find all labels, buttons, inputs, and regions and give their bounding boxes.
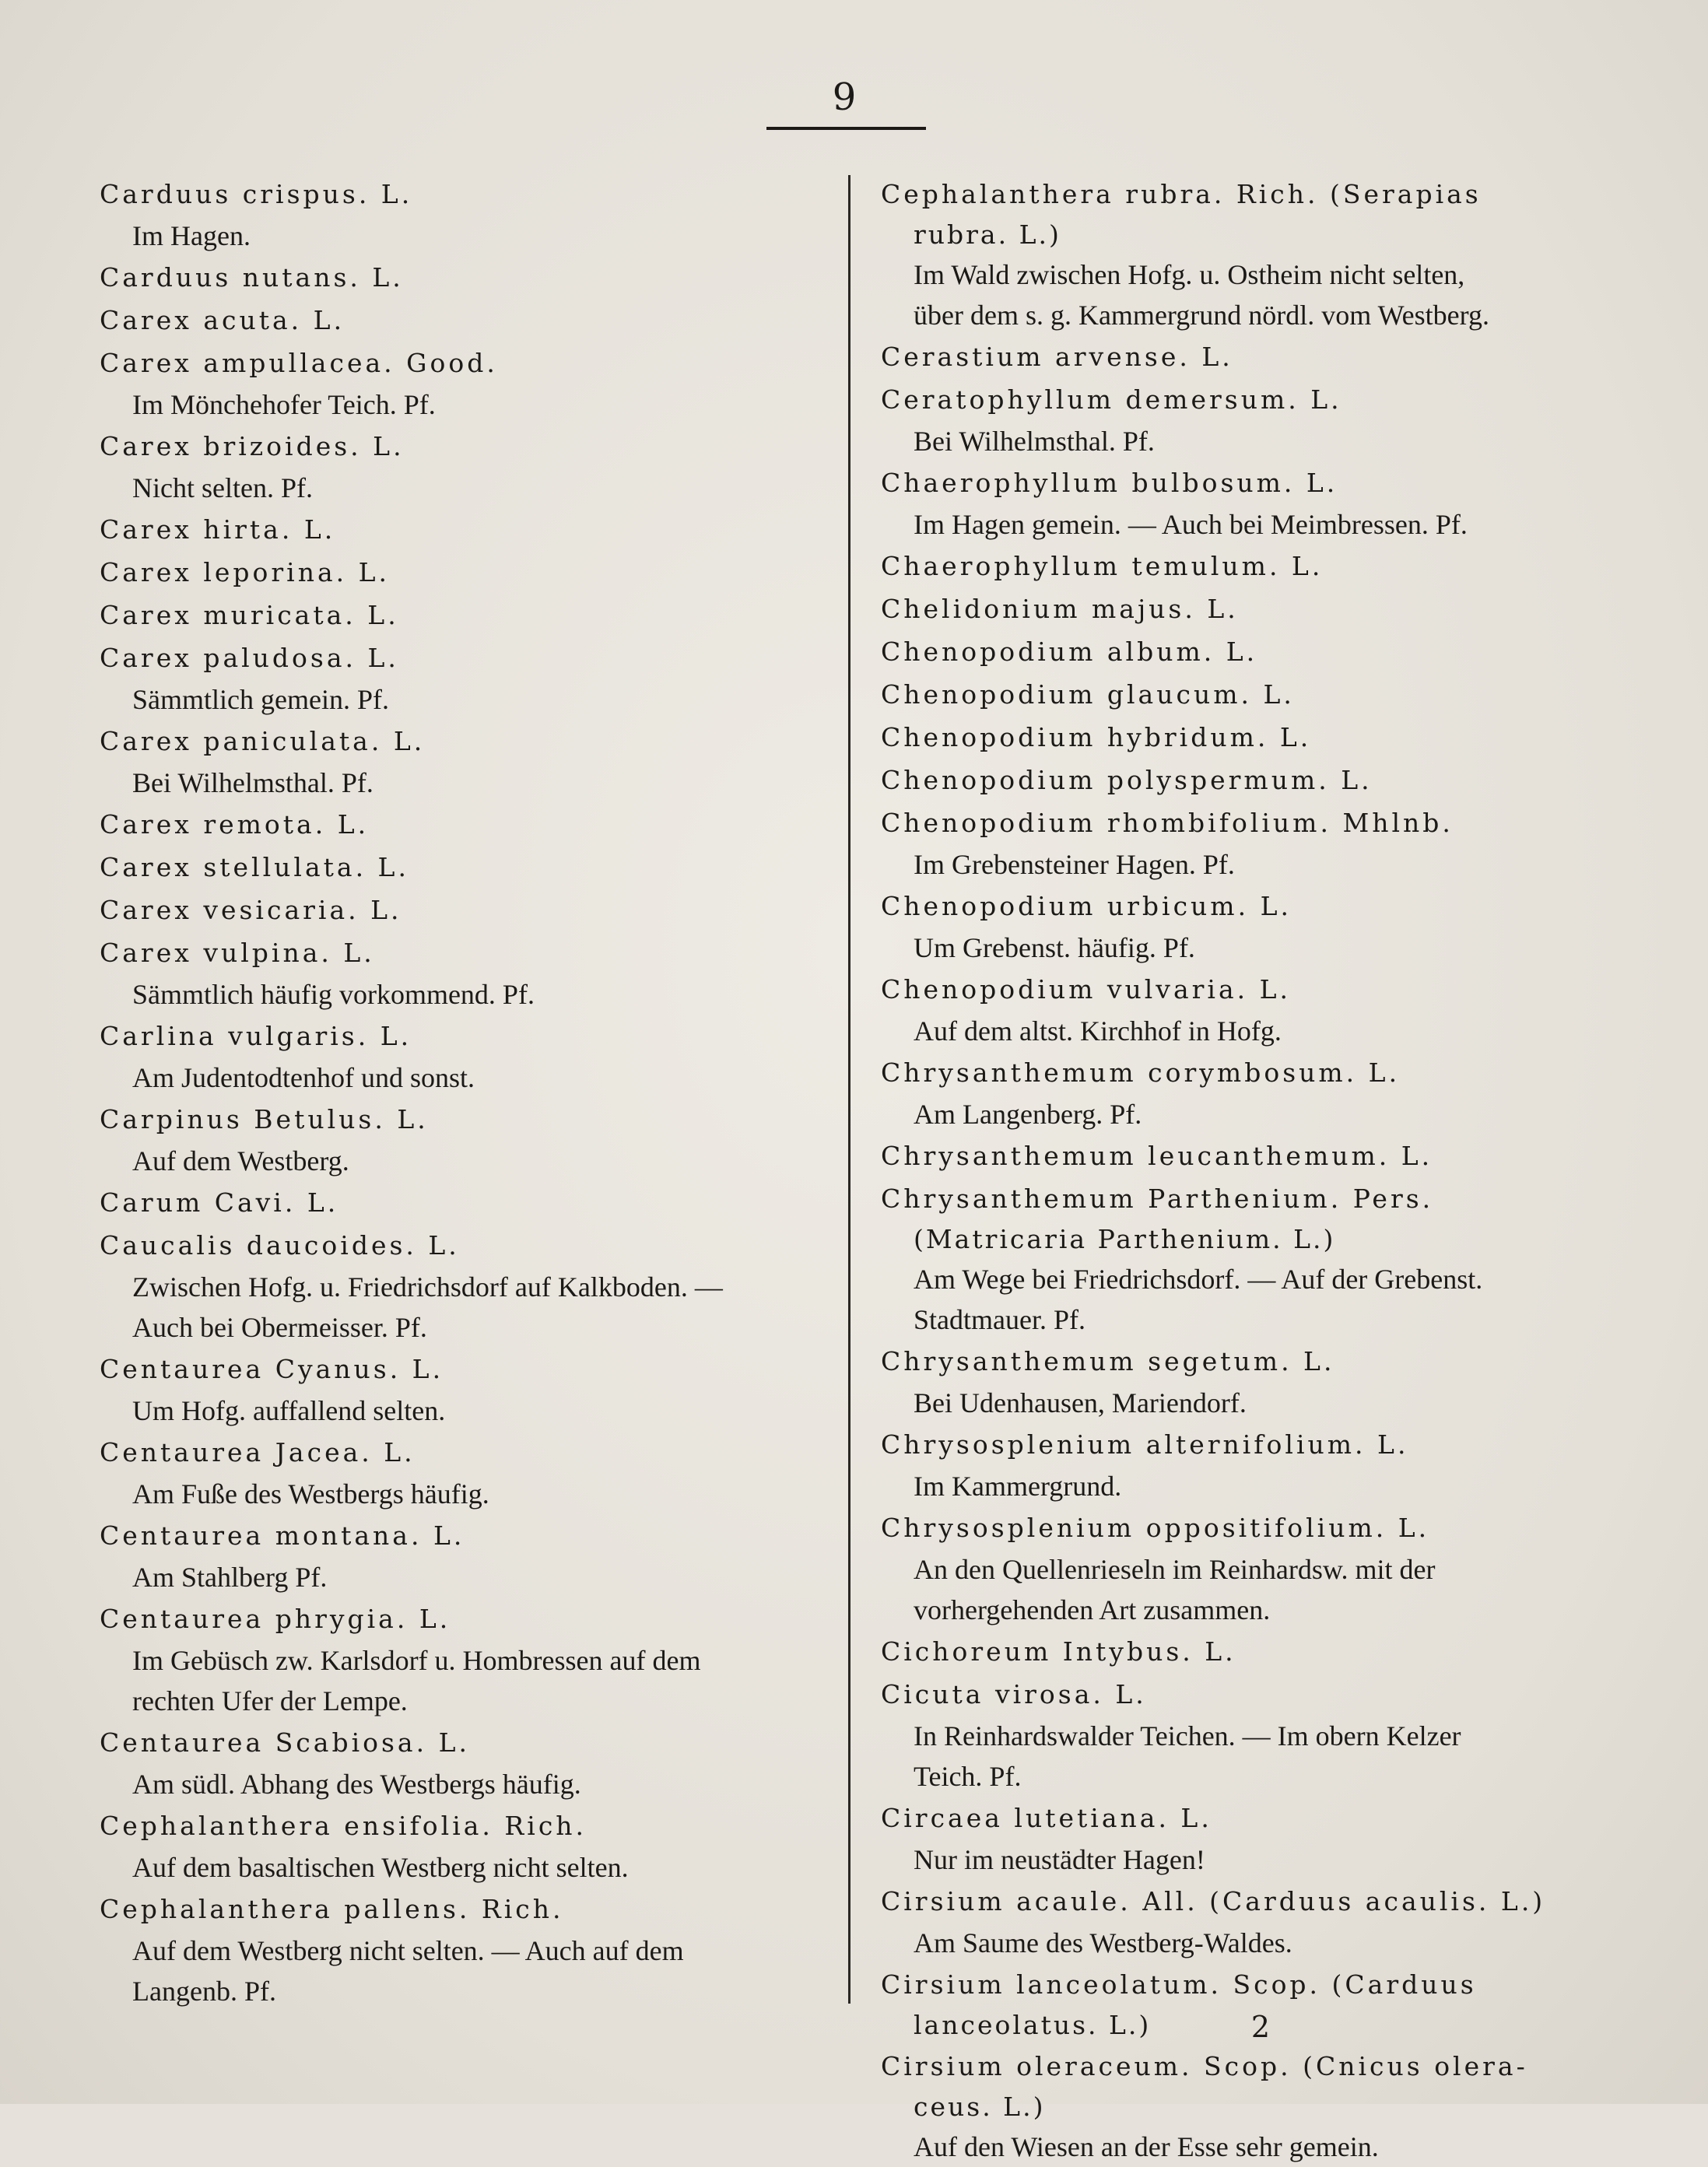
species-name: Chrysanthemum leucanthemum. L.: [881, 1141, 1433, 1171]
habitat-note: über dem s. g. Kammergrund nördl. vom Westberg.: [914, 300, 1489, 331]
habitat-note: Am Fuße des Westbergs häufig.: [132, 1478, 489, 1510]
habitat-note: An den Quellenrieseln im Reinhardsw. mit der: [914, 1554, 1436, 1585]
species-entry: [881, 587, 1591, 630]
species-name: Chrysanthemum Parthenium. Pers.: [881, 1183, 1434, 1214]
habitat-note: Um Hofg. auffallend selten.: [132, 1395, 446, 1426]
species-name: Cirsium acaule. All. (Carduus acaulis. L.): [881, 1886, 1546, 1916]
habitat-note: Auf dem Westberg nicht selten. — Auch auf dem: [132, 1935, 684, 1966]
species-name: Chrysanthemum segetum. L.: [881, 1346, 1335, 1376]
species-entry: [100, 1431, 815, 1514]
habitat-note: Auf dem altst. Kirchhof in Hofg.: [914, 1015, 1282, 1047]
species-name: Carex ampullacea. Good.: [100, 348, 498, 378]
species-entry: [881, 885, 1591, 968]
species-entry: [100, 636, 815, 720]
species-name: Carum Cavi. L.: [100, 1187, 339, 1218]
habitat-note: Nicht selten. Pf.: [132, 472, 313, 503]
species-name: Chenopodium glaucum. L.: [881, 679, 1295, 710]
species-name: Carduus nutans. L.: [100, 262, 404, 293]
species-name: Cirsium lanceolatum. Scop. (Carduus: [881, 1969, 1477, 2000]
habitat-note: Im Hagen gemein. — Auch bei Meimbressen. Pf.: [914, 509, 1468, 540]
species-name: Centaurea Jacea. L.: [100, 1437, 416, 1467]
habitat-note: Im Kammergrund.: [914, 1471, 1122, 1502]
species-name: Chrysanthemum corymbosum. L.: [881, 1057, 1401, 1088]
species-entry: [100, 551, 815, 594]
left-column: [100, 173, 815, 2011]
column-divider: [848, 175, 850, 2004]
species-entry: [881, 716, 1591, 759]
species-entry: [100, 173, 815, 256]
species-entry: [881, 173, 1591, 335]
species-entry: [881, 335, 1591, 378]
species-entry: [100, 1224, 815, 1348]
species-name: Carex vesicaria. L.: [100, 895, 402, 925]
right-column: [881, 173, 1591, 2167]
species-entry: [100, 889, 815, 931]
species-name: Carlina vulgaris. L.: [100, 1021, 412, 1051]
habitat-note: Bei Udenhausen, Mariendorf.: [914, 1387, 1247, 1418]
species-name-continuation: rubra. L.): [914, 219, 1061, 250]
species-name: Carex vulpina. L.: [100, 938, 375, 968]
species-entry: [100, 846, 815, 889]
species-entry: [881, 630, 1591, 673]
habitat-note: Auf dem basaltischen Westberg nicht selten.: [132, 1852, 629, 1883]
habitat-note: Auf dem Westberg.: [132, 1145, 349, 1176]
species-name: Cephalanthera ensifolia. Rich.: [100, 1811, 587, 1841]
species-entry: [881, 968, 1591, 1051]
species-entry: [100, 1597, 815, 1721]
habitat-note: rechten Ufer der Lempe.: [132, 1685, 408, 1716]
species-entry: [881, 1340, 1591, 1423]
habitat-note: Nur im neustädter Hagen!: [914, 1844, 1205, 1875]
species-name: Centaurea Cyanus. L.: [100, 1354, 444, 1384]
habitat-note: Im Hagen.: [132, 220, 251, 251]
species-name: Centaurea montana. L.: [100, 1520, 465, 1551]
species-entry: [881, 1673, 1591, 1797]
species-entry: [881, 2045, 1591, 2167]
species-entry: [100, 720, 815, 803]
species-name: Circaea lutetiana. L.: [881, 1803, 1212, 1833]
species-name: Carpinus Betulus. L.: [100, 1104, 429, 1134]
species-entry: [100, 1721, 815, 1804]
species-name: Chenopodium album. L.: [881, 636, 1258, 667]
habitat-note: Um Grebenst. häufig. Pf.: [914, 932, 1195, 963]
species-name: Carex remota. L.: [100, 809, 370, 840]
species-entry: [881, 545, 1591, 587]
species-entry: [100, 425, 815, 508]
species-name: Chaerophyllum temulum. L.: [881, 551, 1324, 581]
species-entry: [881, 1880, 1591, 1963]
habitat-note: Am Saume des Westberg-Waldes.: [914, 1927, 1292, 1958]
species-entry: [881, 1134, 1591, 1177]
species-name: Cephalanthera pallens. Rich.: [100, 1894, 564, 1924]
species-entry: [100, 299, 815, 342]
page-number: 9: [832, 75, 857, 119]
species-entry: [881, 801, 1591, 885]
habitat-note: Bei Wilhelmsthal. Pf.: [914, 426, 1155, 457]
species-entry: [100, 1888, 815, 2011]
habitat-note: Im Gebüsch zw. Karlsdorf u. Hombressen auf dem: [132, 1645, 701, 1676]
species-entry: [100, 803, 815, 846]
habitat-note: Am Langenberg. Pf.: [914, 1099, 1142, 1130]
species-entry: [881, 1177, 1591, 1340]
species-name: Carex paniculata. L.: [100, 726, 426, 756]
habitat-note: Am Judentodtenhof und sonst.: [132, 1062, 475, 1093]
habitat-note: Am Wege bei Friedrichsdorf. — Auf der Grebenst.: [914, 1264, 1483, 1295]
species-name: Cirsium oleraceum. Scop. (Cnicus olera-: [881, 2051, 1528, 2081]
species-name: Chrysosplenium oppositifolium. L.: [881, 1513, 1430, 1543]
species-name: Chenopodium hybridum. L.: [881, 722, 1312, 752]
habitat-note: Sämmtlich häufig vorkommend. Pf.: [132, 979, 535, 1010]
species-name: Centaurea phrygia. L.: [100, 1604, 451, 1634]
habitat-note: Auch bei Obermeisser. Pf.: [132, 1312, 427, 1343]
species-entry: [100, 1804, 815, 1888]
species-name: Chaerophyllum bulbosum. L.: [881, 468, 1338, 498]
habitat-note: Bei Wilhelmsthal. Pf.: [132, 767, 374, 798]
habitat-note: Zwischen Hofg. u. Friedrichsdorf auf Kalkboden. —: [132, 1271, 723, 1303]
species-name: Cerastium arvense. L.: [881, 342, 1233, 372]
habitat-note: Im Wald zwischen Hofg. u. Ostheim nicht selten,: [914, 259, 1465, 290]
species-name: Carex leporina. L.: [100, 557, 391, 587]
species-name: Chenopodium vulvaria. L.: [881, 974, 1292, 1005]
species-name: Carex muricata. L.: [100, 600, 399, 630]
species-name-continuation: ceus. L.): [914, 2092, 1046, 2122]
header-rule: [766, 127, 926, 130]
species-name-continuation: lanceolatus. L.): [914, 2010, 1152, 2040]
habitat-note: Teich. Pf.: [914, 1761, 1022, 1792]
species-name: Centaurea Scabiosa. L.: [100, 1727, 470, 1758]
habitat-note: Auf den Wiesen an der Esse sehr gemein.: [914, 2131, 1379, 2162]
species-entry: [881, 1630, 1591, 1673]
species-entry: [881, 461, 1591, 545]
species-entry: [881, 1963, 1591, 2045]
species-name: Cephalanthera rubra. Rich. (Serapias: [881, 179, 1482, 209]
habitat-note: Stadtmauer. Pf.: [914, 1304, 1085, 1335]
species-entry: [881, 759, 1591, 801]
species-entry: [100, 1348, 815, 1431]
habitat-note: vorhergehenden Art zusammen.: [914, 1594, 1271, 1625]
habitat-note: Im Grebensteiner Hagen. Pf.: [914, 849, 1235, 880]
species-entry: [881, 673, 1591, 716]
species-entry: [881, 378, 1591, 461]
species-entry: [100, 1098, 815, 1181]
species-name: Carex stellulata. L.: [100, 852, 409, 882]
species-name: Chelidonium majus. L.: [881, 594, 1239, 624]
species-name: Carex paludosa. L.: [100, 643, 399, 673]
species-name: Carduus crispus. L.: [100, 179, 413, 209]
species-entry: [881, 1506, 1591, 1630]
species-name: Cicuta virosa. L.: [881, 1679, 1147, 1709]
species-name-continuation: (Matricaria Parthenium. L.): [914, 1224, 1336, 1254]
species-name: Carex hirta. L.: [100, 514, 336, 545]
species-entry: [100, 256, 815, 299]
habitat-note: In Reinhardswalder Teichen. — Im obern Kelzer: [914, 1720, 1461, 1751]
species-name: Cichoreum Intybus. L.: [881, 1636, 1236, 1667]
species-name: Carex brizoides. L.: [100, 431, 405, 461]
species-entry: [100, 342, 815, 425]
habitat-note: Am südl. Abhang des Westbergs häufig.: [132, 1769, 581, 1800]
species-entry: [881, 1051, 1591, 1134]
species-name: Carex acuta. L.: [100, 305, 345, 335]
species-name: Caucalis daucoides. L.: [100, 1230, 460, 1261]
species-entry: [100, 931, 815, 1015]
species-name: Chenopodium polyspermum. L.: [881, 765, 1373, 795]
species-entry: [100, 1181, 815, 1224]
species-entry: [100, 508, 815, 551]
habitat-note: Im Mönchehofer Teich. Pf.: [132, 389, 436, 420]
species-name: Chenopodium urbicum. L.: [881, 891, 1292, 921]
species-entry: [100, 1015, 815, 1098]
habitat-note: Sämmtlich gemein. Pf.: [132, 684, 389, 715]
species-entry: [100, 1514, 815, 1597]
species-name: Chenopodium rhombifolium. Mhlnb.: [881, 808, 1454, 838]
species-name: Chrysosplenium alternifolium. L.: [881, 1429, 1409, 1460]
species-entry: [881, 1423, 1591, 1506]
habitat-note: Langenb. Pf.: [132, 1976, 276, 2007]
species-entry: [100, 594, 815, 636]
species-entry: [881, 1797, 1591, 1880]
signature-mark: 2: [1250, 2010, 1271, 2044]
species-name: Ceratophyllum demersum. L.: [881, 384, 1342, 415]
habitat-note: Am Stahlberg Pf.: [132, 1562, 328, 1593]
